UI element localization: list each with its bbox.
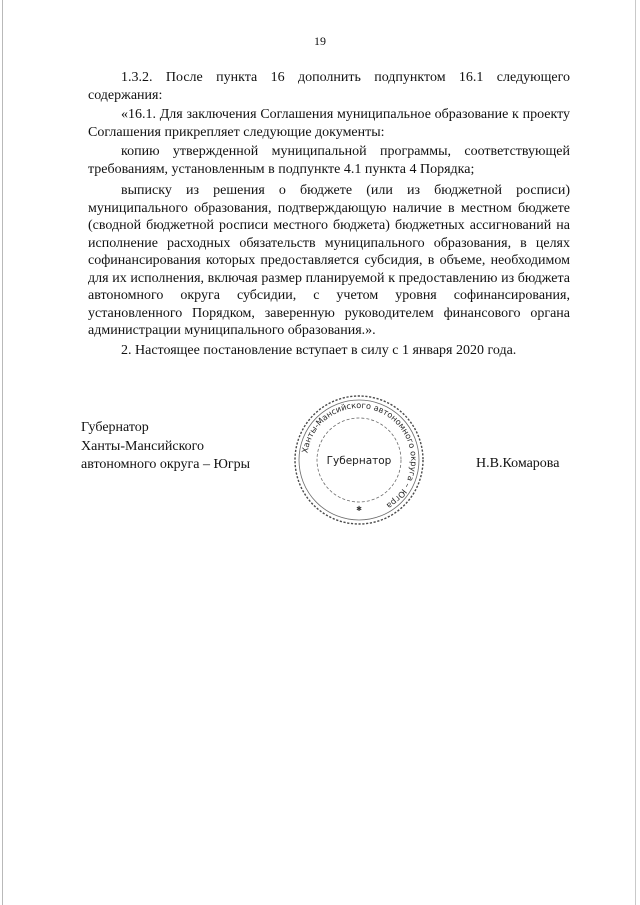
document-body	[88, 69, 570, 361]
paragraph-16-1: «16.1. Для заключения Соглашения муниципальное образование к проекту Соглашения прикрепляет следующие документы:	[88, 107, 570, 140]
paragraph-amendment-intro: 1.3.2. После пункта 16 дополнить подпунктом 16.1 следующего содержания:	[88, 70, 570, 103]
seal-star-icon: ✱	[356, 505, 362, 513]
seal-center-text: Губернатор	[326, 455, 392, 467]
scan-edge-left	[2, 0, 3, 905]
signatory-title-line: Губернатор	[81, 420, 149, 435]
scan-edge-right	[635, 0, 636, 905]
signatory-title	[81, 419, 250, 475]
page-number: 19	[314, 34, 326, 48]
signatory-title-line: автономного округа – Югры	[81, 457, 250, 472]
paragraph-effective-date: 2. Настоящее постановление вступает в силу с 1 января 2020 года.	[121, 342, 517, 358]
paragraph-program-copy: копию утвержденной муниципальной программы, соответствующей требованиям, установленным в подпункте 4.1 пункта 4 Порядка;	[88, 144, 570, 177]
signatory-name: Н.В.Комарова	[476, 456, 560, 471]
paragraph-budget-extract: выписку из решения о бюджете (или из бюджетной росписи) муниципального образования, подтверждающую наличие в местном бюджете (сводной бюджетной росписи местного бюджета) бюджетных ассигнований на исполнение расходных обязательств муниципального образования, в целях софинансирования которых предоставляется субсидия, в объеме, необходимом для их исполнения, включая размер планируемой к предоставлению из бюджета автономного округа субсидии, с учетом уровня софинансирования, установленного Порядком, заверенную руководителем финансового органа администрации муниципального образования.».	[88, 183, 570, 338]
signatory-title-line: Ханты-Мансийского	[81, 438, 205, 454]
seal-graphic	[292, 393, 426, 527]
seal-ring-text: Ханты-Мансийского автономного округа – Югра	[299, 399, 420, 512]
official-seal-stamp	[292, 393, 426, 527]
